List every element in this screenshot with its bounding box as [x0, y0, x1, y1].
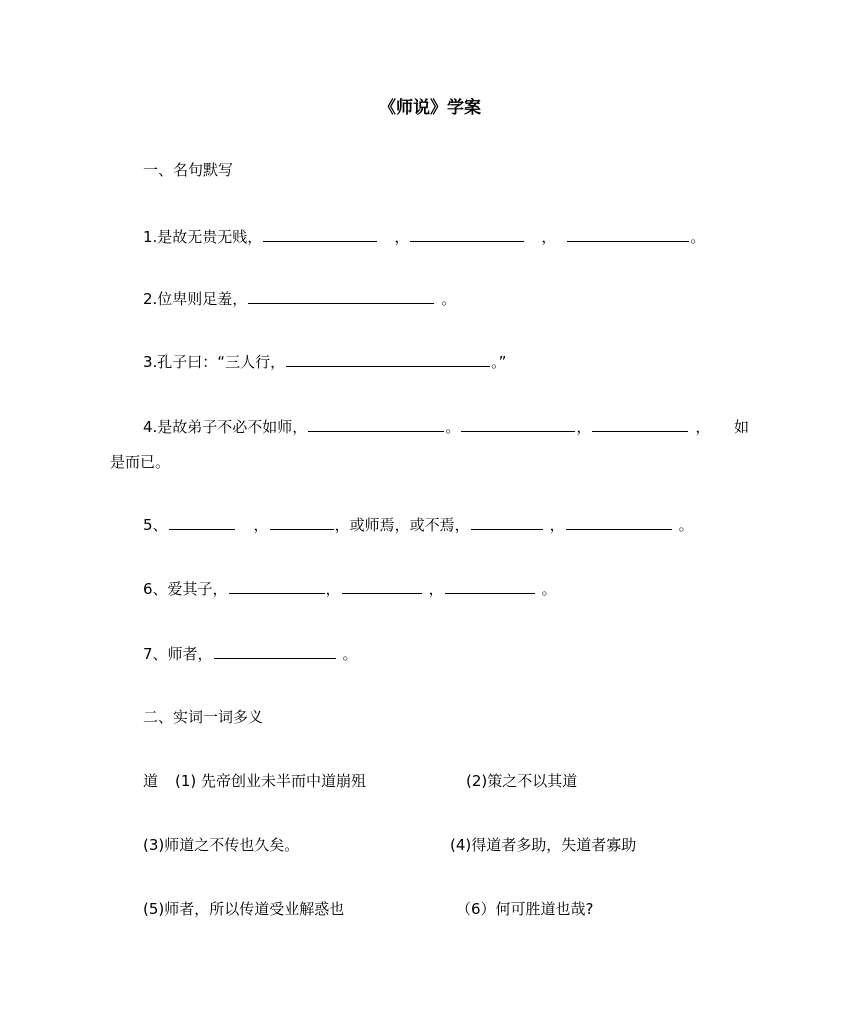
answer-blank[interactable]	[270, 515, 334, 530]
keyword-dao: 道	[143, 772, 159, 790]
answer-blank[interactable]	[471, 515, 543, 530]
punctuation: 。	[678, 516, 694, 534]
polysemy-item: （6）何可胜道也哉?	[456, 900, 594, 918]
answer-blank[interactable]	[214, 644, 336, 659]
polysemy-item: (4)得道者多助，失道者寡助	[450, 836, 637, 854]
punctuation: 。	[445, 418, 461, 436]
answer-blank[interactable]	[169, 515, 235, 530]
question-3	[143, 351, 506, 373]
punctuation: ，	[576, 418, 592, 436]
question-7	[143, 643, 358, 665]
answer-blank[interactable]	[410, 227, 524, 242]
polysemy-item: (2)策之不以其道	[466, 772, 578, 790]
section-heading-dictation: 一、名句默写	[143, 161, 234, 179]
question-1-prefix: 1.是故无贵无贱，	[143, 228, 263, 246]
question-5-middle: ，或师焉，或不焉，	[334, 516, 470, 534]
question-2	[143, 288, 456, 310]
punctuation: 。	[342, 645, 358, 663]
answer-blank[interactable]	[229, 579, 325, 594]
punctuation: 。	[441, 290, 457, 308]
answer-blank[interactable]	[566, 515, 672, 530]
question-2-prefix: 2.位卑则足羞，	[143, 290, 248, 308]
punctuation: ，	[394, 228, 410, 246]
punctuation: 。	[541, 580, 557, 598]
question-4-continuation: 是而已。	[110, 453, 171, 471]
polysemy-item: (5)师者，所以传道受业解惑也	[143, 900, 345, 918]
punctuation: 。”	[491, 353, 507, 371]
question-6-prefix: 6、爱其子，	[143, 580, 228, 598]
question-6	[143, 578, 557, 600]
question-5-prefix: 5、	[143, 516, 168, 534]
answer-blank[interactable]	[308, 417, 444, 432]
question-4	[143, 416, 710, 438]
punctuation: ，	[428, 580, 444, 598]
punctuation: ，	[541, 228, 557, 246]
answer-blank[interactable]	[342, 579, 422, 594]
answer-blank[interactable]	[445, 579, 535, 594]
question-1	[143, 226, 705, 248]
answer-blank[interactable]	[286, 352, 490, 367]
punctuation: ，	[253, 516, 269, 534]
answer-blank[interactable]	[248, 289, 434, 304]
answer-blank[interactable]	[567, 227, 689, 242]
question-3-prefix: 3.孔子曰：“三人行，	[143, 353, 286, 371]
section-heading-polysemy: 二、实词一词多义	[143, 708, 264, 726]
polysemy-item: (3)师道之不传也久矣。	[143, 836, 300, 854]
answer-blank[interactable]	[263, 227, 377, 242]
answer-blank[interactable]	[461, 417, 575, 432]
answer-blank[interactable]	[592, 417, 688, 432]
polysemy-item: (1) 先帝创业未半而中道崩殂	[175, 772, 367, 790]
punctuation: ，	[695, 418, 711, 436]
punctuation: 。	[690, 228, 706, 246]
question-7-prefix: 7、师者，	[143, 645, 213, 663]
punctuation: ，	[325, 580, 341, 598]
question-4-tail: 如	[734, 418, 750, 436]
page-title: 《师说》学案	[379, 98, 481, 118]
question-5	[143, 514, 694, 536]
question-4-prefix: 4.是故弟子不必不如师，	[143, 418, 308, 436]
punctuation: ，	[549, 516, 565, 534]
